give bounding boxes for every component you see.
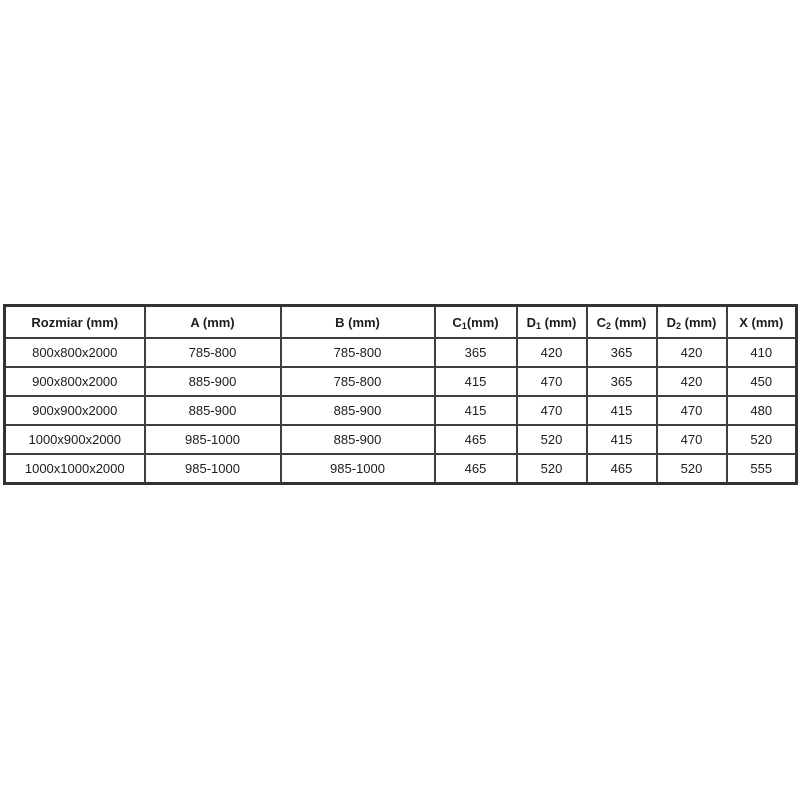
header-row bbox=[5, 306, 797, 339]
table-row bbox=[5, 338, 797, 367]
header-text: C bbox=[452, 314, 462, 330]
header-subscript: 2 bbox=[605, 320, 611, 331]
table-cell: 985-1000 bbox=[145, 425, 281, 454]
table-cell: 885-900 bbox=[145, 367, 281, 396]
header-unit: (mm) bbox=[747, 314, 784, 330]
table-cell: 420 bbox=[657, 338, 727, 367]
spec-table bbox=[3, 304, 798, 485]
col-header-b bbox=[281, 306, 435, 339]
header-subscript: 2 bbox=[675, 320, 681, 331]
table-row bbox=[5, 425, 797, 454]
table-row bbox=[5, 367, 797, 396]
table-cell: 470 bbox=[657, 396, 727, 425]
header-unit: (mm) bbox=[681, 314, 717, 330]
header-unit: (mm) bbox=[82, 314, 119, 330]
header-text: C bbox=[596, 314, 606, 330]
table-cell: 450 bbox=[727, 367, 797, 396]
table-cell: 465 bbox=[435, 454, 517, 484]
table-cell: 410 bbox=[727, 338, 797, 367]
table-cell-size: 1000x1000x2000 bbox=[5, 454, 145, 484]
table-cell: 465 bbox=[587, 454, 657, 484]
table-cell: 420 bbox=[517, 338, 587, 367]
table-cell: 415 bbox=[587, 425, 657, 454]
col-header-c1 bbox=[435, 306, 517, 339]
header-subscript: 1 bbox=[535, 320, 541, 331]
table-cell: 885-900 bbox=[145, 396, 281, 425]
header-unit: (mm) bbox=[611, 314, 647, 330]
header-subscript: 1 bbox=[461, 320, 467, 331]
table-row bbox=[5, 454, 797, 484]
col-header-c2 bbox=[587, 306, 657, 339]
table-cell: 885-900 bbox=[281, 396, 435, 425]
header-text: Rozmiar bbox=[31, 314, 83, 330]
header-text: D bbox=[666, 314, 676, 330]
header-unit: (mm) bbox=[541, 314, 577, 330]
header-text: X bbox=[739, 314, 748, 330]
col-header-rozmiar bbox=[5, 306, 145, 339]
table-cell: 365 bbox=[587, 367, 657, 396]
table-cell: 520 bbox=[727, 425, 797, 454]
table-cell: 415 bbox=[435, 367, 517, 396]
table-cell: 785-800 bbox=[145, 338, 281, 367]
table-cell: 465 bbox=[435, 425, 517, 454]
table-cell: 365 bbox=[587, 338, 657, 367]
table-cell: 415 bbox=[587, 396, 657, 425]
table-cell-size: 900x800x2000 bbox=[5, 367, 145, 396]
table-cell-size: 800x800x2000 bbox=[5, 338, 145, 367]
table-cell: 520 bbox=[517, 454, 587, 484]
table-cell: 520 bbox=[517, 425, 587, 454]
table-cell: 470 bbox=[517, 367, 587, 396]
header-text: D bbox=[526, 314, 536, 330]
table-cell: 470 bbox=[517, 396, 587, 425]
table-cell: 520 bbox=[657, 454, 727, 484]
header-unit: (mm) bbox=[466, 314, 499, 330]
col-header-x bbox=[727, 306, 797, 339]
table-cell-size: 900x900x2000 bbox=[5, 396, 145, 425]
col-header-d2 bbox=[657, 306, 727, 339]
table-cell: 885-900 bbox=[281, 425, 435, 454]
table-cell: 470 bbox=[657, 425, 727, 454]
table-cell: 785-800 bbox=[281, 367, 435, 396]
table-cell: 985-1000 bbox=[281, 454, 435, 484]
table-cell: 365 bbox=[435, 338, 517, 367]
table-row bbox=[5, 396, 797, 425]
header-unit: (mm) bbox=[199, 314, 235, 330]
table-cell: 480 bbox=[727, 396, 797, 425]
header-text: B bbox=[335, 314, 345, 330]
header-unit: (mm) bbox=[344, 314, 380, 330]
col-header-d1 bbox=[517, 306, 587, 339]
table-cell: 555 bbox=[727, 454, 797, 484]
col-header-a bbox=[145, 306, 281, 339]
table-cell: 785-800 bbox=[281, 338, 435, 367]
table-cell: 420 bbox=[657, 367, 727, 396]
table-cell-size: 1000x900x2000 bbox=[5, 425, 145, 454]
table-cell: 985-1000 bbox=[145, 454, 281, 484]
header-text: A bbox=[190, 314, 200, 330]
table-cell: 415 bbox=[435, 396, 517, 425]
